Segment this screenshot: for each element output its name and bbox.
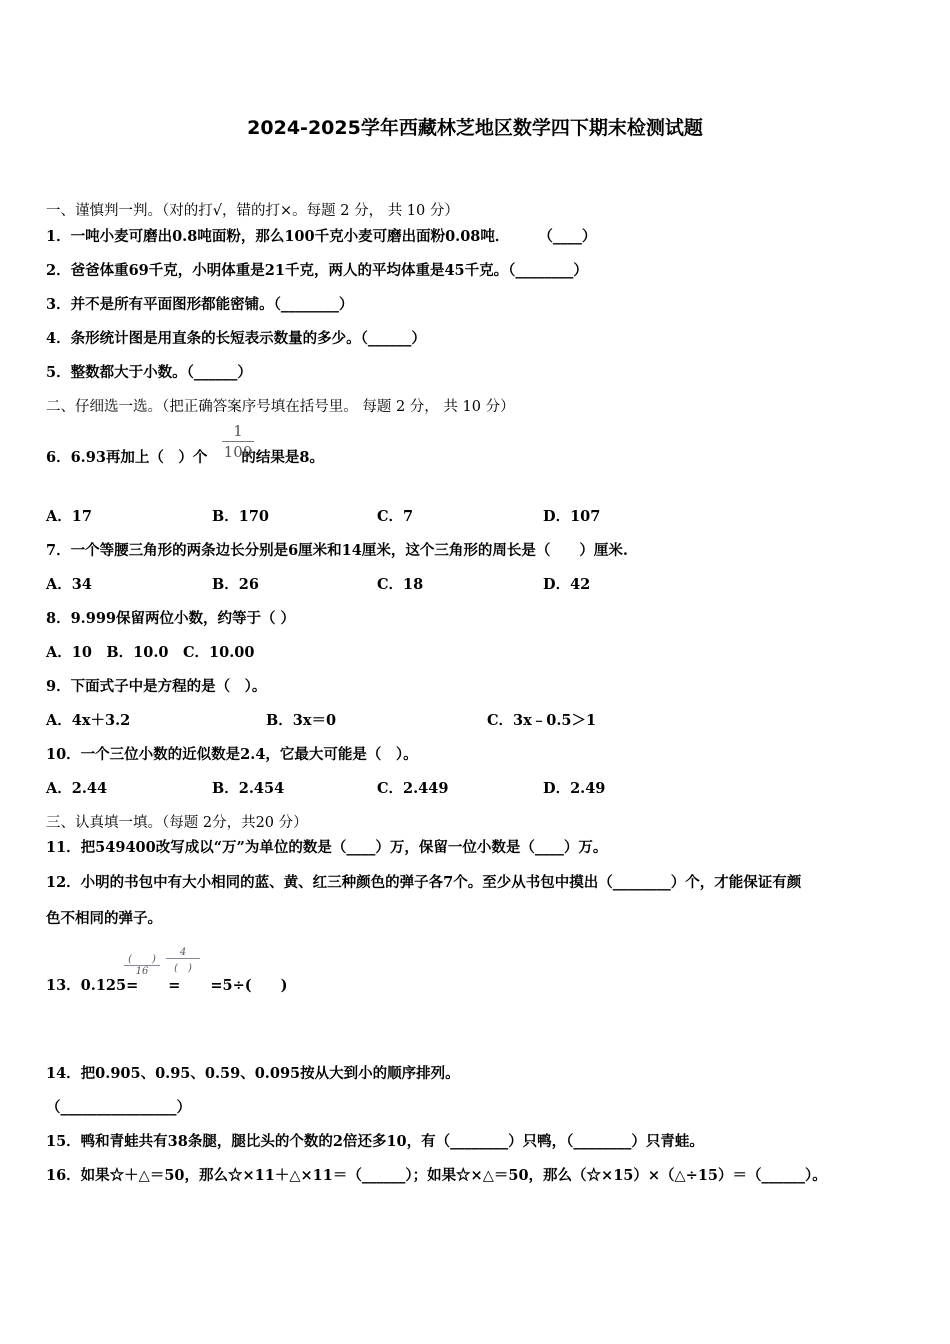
question-6-prefix: 6．6.93再加上（ ）个 [46, 449, 208, 466]
fraction-numerator: 4 [179, 947, 187, 958]
question-13-equals: = [168, 977, 181, 994]
option-b[interactable]: B．2.454 [212, 780, 285, 797]
fraction-numerator: 1 [233, 422, 243, 440]
question-7: 7．一个等腰三角形的两条边长分别是6厘米和14厘米，这个三角形的周长是（ ）厘米. [46, 542, 628, 559]
option-c[interactable]: C．7 [377, 508, 414, 525]
option-b[interactable]: B．3x＝0 [266, 712, 337, 729]
option-d[interactable]: D．2.49 [543, 780, 606, 797]
question-13-start: 13．0.125= [46, 977, 139, 994]
option-a[interactable]: A．4x＋3.2 [46, 712, 131, 729]
page-title: 2024-2025学年西藏林芝地区数学四下期末检测试题 [247, 117, 703, 139]
question-8: 8．9.999保留两位小数，约等于（ ） [46, 610, 296, 627]
option-c[interactable]: C．18 [377, 576, 424, 593]
fraction-bar [222, 441, 254, 442]
option-a[interactable]: A．2.44 [46, 780, 108, 797]
fraction-one-hundredth [222, 422, 254, 461]
option-b[interactable]: B．26 [212, 576, 259, 593]
option-a[interactable]: A．34 [46, 576, 92, 593]
fraction-denominator: ( ) [174, 963, 192, 974]
question-13-end: =5÷( ) [210, 977, 288, 994]
question-10: 10．一个三位小数的近似数是2.4，它最大可能是（ ）。 [46, 746, 418, 763]
fraction-denominator: 16 [135, 966, 149, 977]
question-13 [46, 976, 288, 996]
question-2: 2．爸爸体重69千克，小明体重是21千克，两人的平均体重是45千克。（________） [46, 262, 588, 279]
question-12-continued: 色不相同的弹子。 [46, 910, 162, 927]
question-1: 1．一吨小麦可磨出0.8吨面粉，那么100千克小麦可磨出面粉0.08吨． （____） [46, 228, 597, 245]
option-c[interactable]: C．3x﹣0.5＞1 [487, 712, 597, 729]
question-5: 5．整数都大于小数。（______） [46, 364, 252, 381]
section-1-heading: 一、谨慎判一判。（对的打√，错的打×。每题 2 分， 共 10 分） [46, 203, 459, 219]
handwritten-fraction-1 [124, 950, 160, 977]
section-3-heading: 三、认真填一填。（每题 2分，共20 分） [46, 815, 308, 831]
fraction-denominator: 100 [223, 443, 253, 461]
question-8-options[interactable]: A．10 B．10.0 C．10.00 [46, 644, 255, 661]
question-14: 14．把0.905、0.95、0.59、0.095按从大到小的顺序排列。 [46, 1065, 460, 1082]
option-c[interactable]: C．2.449 [377, 780, 449, 797]
question-6 [46, 448, 324, 468]
handwritten-fraction-2 [166, 947, 200, 974]
section-2-heading: 二、仔细选一选。（把正确答案序号填在括号里。 每题 2 分， 共 10 分） [46, 399, 515, 415]
option-d[interactable]: D．107 [543, 508, 601, 525]
question-12: 12．小明的书包中有大小相同的蓝、黄、红三种颜色的弹子各7个。至少从书包中摸出（________）个，才能保证有颜 [46, 874, 802, 891]
question-4: 4．条形统计图是用直条的长短表示数量的多少。（______） [46, 330, 426, 347]
option-d[interactable]: D．42 [543, 576, 591, 593]
option-b[interactable]: B．170 [212, 508, 270, 525]
question-3: 3．并不是所有平面图形都能密铺。（________） [46, 296, 354, 313]
question-6-suffix: 的结果是8。 [241, 449, 324, 466]
question-14-answer-blank[interactable]: （________________） [46, 1099, 191, 1116]
question-9: 9．下面式子中是方程的是（ ）。 [46, 678, 267, 695]
question-15: 15．鸭和青蛙共有38条腿，腿比头的个数的2倍还多10，有（________）只鸭，（________）只青蛙。 [46, 1133, 704, 1150]
question-16: 16．如果☆＋△＝50，那么☆×11＋△×11＝（______）；如果☆×△＝50，那么（☆×15）×（△÷15）＝（______）。 [46, 1167, 827, 1184]
fraction-numerator: ( ) [128, 954, 156, 965]
option-a[interactable]: A．17 [46, 508, 92, 525]
question-11: 11．把549400改写成以“万”为单位的数是（____）万，保留一位小数是（____）万。 [46, 839, 608, 856]
